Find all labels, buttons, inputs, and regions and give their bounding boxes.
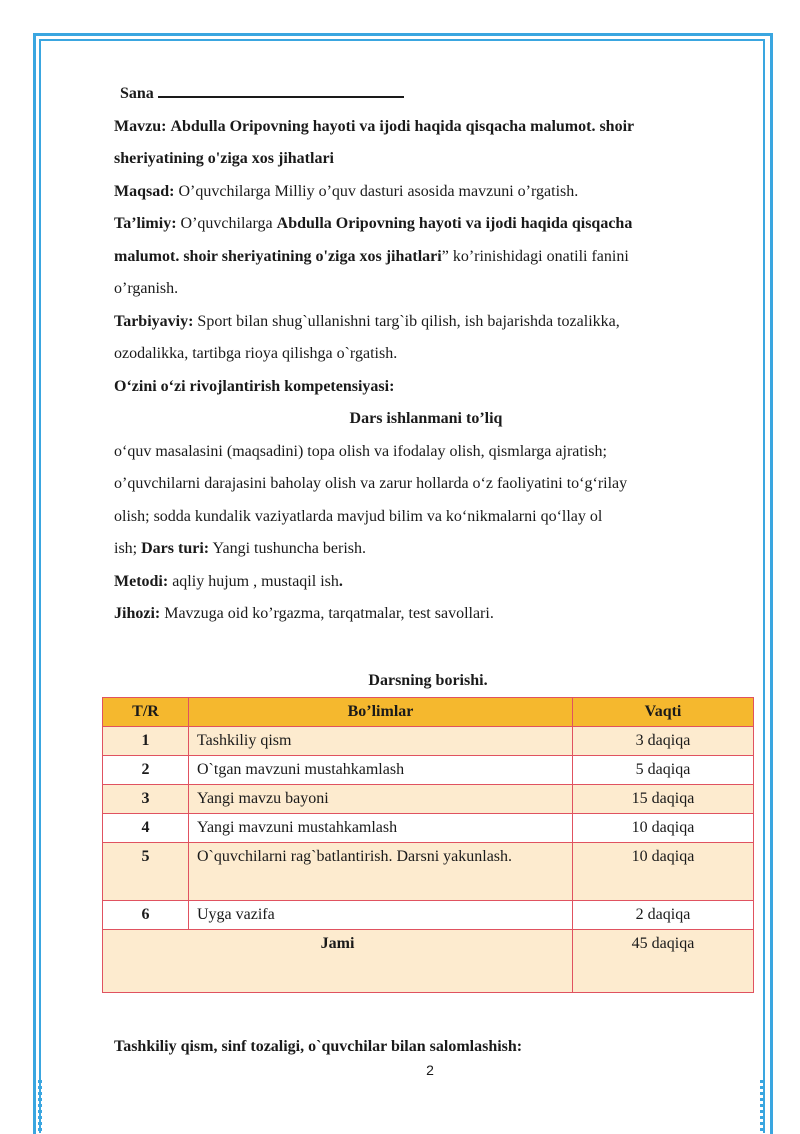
row-time: 10 daqiqa bbox=[573, 843, 754, 901]
date-line bbox=[114, 78, 738, 111]
header-time: Vaqti bbox=[573, 698, 754, 727]
method-line bbox=[114, 566, 738, 599]
table-total-row bbox=[103, 930, 754, 993]
educational-text-tail: ” ko’rinishidagi onatili fanini bbox=[441, 247, 629, 265]
row-number: 5 bbox=[103, 843, 189, 901]
total-label: Jami bbox=[103, 930, 573, 993]
lesson-type-label: Dars turi: bbox=[141, 540, 210, 557]
table-header-row bbox=[103, 698, 754, 727]
row-number: 3 bbox=[103, 785, 189, 814]
competence-text-1: o‘quv masalasini (maqsadini) topa olish va ifodalay olish, qismlarga ajratish; bbox=[114, 442, 607, 460]
row-number: 6 bbox=[103, 901, 189, 930]
method-label: Metodi: bbox=[114, 572, 169, 590]
row-section: O`tgan mavzuni mustahkamlash bbox=[189, 756, 573, 785]
educational-text-bold-2: malumot. shoir sheriyatining o'ziga xos jihatlari bbox=[114, 247, 442, 265]
row-section: O`quvchilarni rag`batlantirish. Darsni yakunlash. bbox=[189, 843, 573, 901]
educational-text-plain: O’quvchilarga bbox=[180, 215, 273, 232]
row-time: 15 daqiqa bbox=[573, 785, 754, 814]
row-section: Uyga vazifa bbox=[189, 901, 573, 930]
upbringing-label: Tarbiyaviy: bbox=[114, 312, 194, 330]
competence-text-2: o’quvchilarni darajasini baholay olish va zarur hollarda o‘z faoliyatini to‘g‘rilay bbox=[114, 475, 628, 492]
method-text: aqliy hujum , mustaqil ish bbox=[172, 572, 339, 590]
goal-line bbox=[114, 176, 738, 209]
row-time: 2 daqiqa bbox=[573, 901, 754, 930]
row-section: Tashkiliy qism bbox=[189, 727, 573, 756]
table-row bbox=[103, 901, 754, 930]
equipment-line bbox=[114, 598, 738, 631]
row-time: 10 daqiqa bbox=[573, 814, 754, 843]
goal-label: Maqsad: bbox=[114, 182, 175, 200]
educational-line-3: o’rganish. bbox=[114, 280, 179, 297]
competence-text-4: ish; bbox=[114, 540, 138, 557]
row-section: Yangi mavzu bayoni bbox=[189, 785, 573, 814]
lesson-flow-title: Darsning borishi. bbox=[368, 672, 488, 689]
date-blank[interactable] bbox=[158, 82, 404, 98]
upbringing-text-1: Sport bilan shug`ullanishni targ`ib qilish, ish bajarishda tozalikka, bbox=[197, 312, 620, 330]
competence-label: O‘zini o‘zi rivojlantirish kompetensiyasi: bbox=[114, 377, 395, 395]
page-number: 2 bbox=[426, 1062, 434, 1078]
equipment-text: Mavzuga oid ko’rgazma, tarqatmalar, test savollari. bbox=[164, 605, 494, 622]
goal-text: O’quvchilarga Milliy o’quv dasturi asosida mavzuni o’rgatish. bbox=[178, 182, 579, 200]
topic-text-1: Abdulla Oripovning hayoti va ijodi haqida qisqacha malumot. shoir bbox=[170, 117, 635, 135]
row-number: 2 bbox=[103, 756, 189, 785]
lesson-flow-table bbox=[102, 697, 754, 993]
educational-label: Ta’limiy: bbox=[114, 215, 177, 232]
page-border-dots-left bbox=[38, 1080, 42, 1131]
table-row bbox=[103, 814, 754, 843]
educational-text-bold-1: Abdulla Oripovning hayoti va ijodi haqida qisqacha bbox=[276, 215, 633, 232]
table-row bbox=[103, 756, 754, 785]
equipment-label: Jihozi: bbox=[114, 605, 161, 622]
educational-line-2 bbox=[114, 241, 738, 274]
full-lesson-heading: Dars ishlanmani to’liq bbox=[349, 410, 503, 427]
row-time: 5 daqiqa bbox=[573, 756, 754, 785]
lesson-type-line bbox=[114, 533, 738, 566]
upbringing-line-1 bbox=[114, 306, 738, 339]
method-dot: . bbox=[338, 572, 343, 590]
total-time: 45 daqiqa bbox=[573, 930, 754, 993]
row-number: 4 bbox=[103, 814, 189, 843]
row-section: Yangi mavzuni mustahkamlash bbox=[189, 814, 573, 843]
topic-line-1 bbox=[114, 111, 738, 144]
competence-text-3: olish; sodda kundalik vaziyatlarda mavjud bilim va ko‘nikmalarni qo‘llay ol bbox=[114, 507, 603, 525]
page-border-dots-right bbox=[760, 1080, 764, 1131]
header-number: T/R bbox=[103, 698, 189, 727]
table-row bbox=[103, 785, 754, 814]
lesson-type-text: Yangi tushuncha berish. bbox=[212, 540, 366, 557]
lesson-plan-body bbox=[114, 78, 738, 631]
organizational-heading: Tashkiliy qism, sinf tozaligi, o`quvchilar bilan salomlashish: bbox=[114, 1038, 523, 1055]
table-row bbox=[103, 843, 754, 901]
header-section: Bo’limlar bbox=[189, 698, 573, 727]
upbringing-line-2: ozodalikka, tartibga rioya qilishga o`rgatish. bbox=[114, 345, 398, 362]
table-row bbox=[103, 727, 754, 756]
row-time: 3 daqiqa bbox=[573, 727, 754, 756]
topic-label: Mavzu: bbox=[114, 117, 167, 135]
date-label: Sana bbox=[120, 85, 154, 102]
educational-line-1 bbox=[114, 208, 738, 241]
row-number: 1 bbox=[103, 727, 189, 756]
topic-line-2: sheriyatining o'ziga xos jihatlari bbox=[114, 150, 334, 167]
